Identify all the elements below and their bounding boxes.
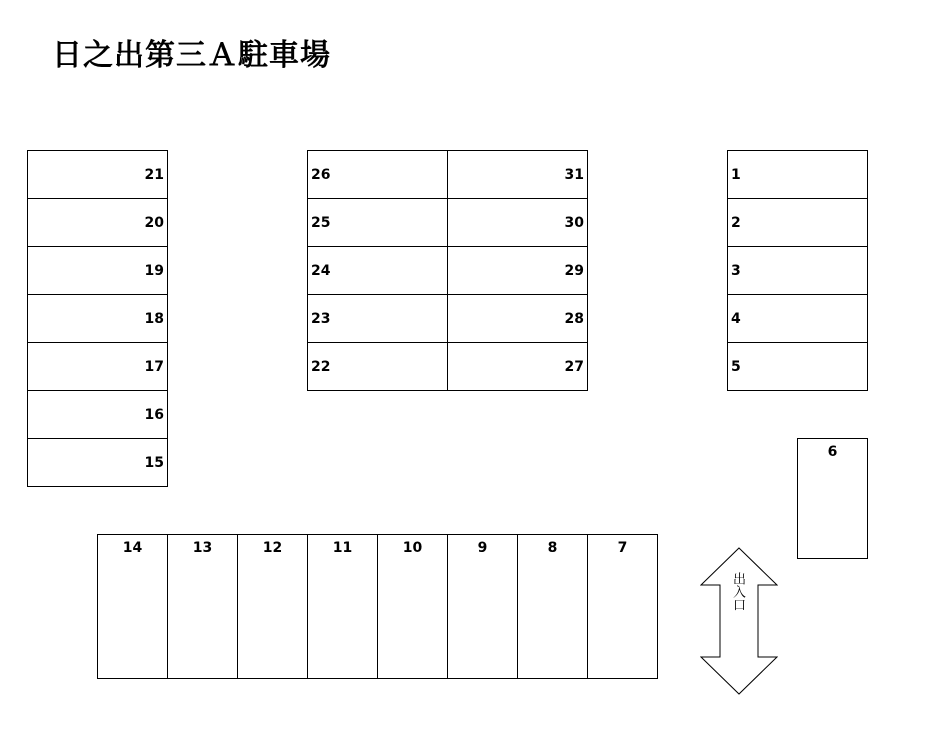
- entrance-label: 出入口: [730, 572, 745, 611]
- parking-slot: [377, 534, 448, 679]
- slot-number: 9: [477, 540, 488, 556]
- parking-slot: [727, 342, 868, 391]
- slot-number: 10: [402, 540, 423, 556]
- parking-slot: [727, 246, 868, 295]
- slot-number: 28: [564, 310, 584, 327]
- slot-number: 14: [122, 540, 143, 556]
- parking-slot: [447, 294, 588, 343]
- slot-number: 15: [144, 454, 164, 471]
- parking-slot: [307, 534, 378, 679]
- parking-slot: [447, 534, 518, 679]
- slot-number: 16: [144, 406, 164, 423]
- parking-slot: [27, 198, 168, 247]
- slot-number: 25: [311, 214, 331, 231]
- slot-number: 17: [144, 358, 164, 375]
- slot-number: 8: [547, 540, 558, 556]
- slot-number: 2: [731, 214, 741, 231]
- parking-slot: [97, 534, 168, 679]
- parking-slot: [307, 198, 448, 247]
- slot-number: 23: [311, 310, 331, 327]
- parking-slot: [27, 438, 168, 487]
- parking-slot: [27, 150, 168, 199]
- parking-slot: [447, 150, 588, 199]
- page-title: 日之出第三Ａ駐車場: [52, 38, 331, 73]
- parking-slot: [27, 246, 168, 295]
- parking-slot: [307, 342, 448, 391]
- parking-slot: [797, 438, 868, 559]
- parking-slot: [27, 294, 168, 343]
- parking-slot: [167, 534, 238, 679]
- slot-number: 31: [564, 166, 584, 183]
- parking-slot: [727, 294, 868, 343]
- parking-slot: [727, 150, 868, 199]
- slot-number: 27: [564, 358, 584, 375]
- slot-number: 22: [311, 358, 331, 375]
- parking-slot: [307, 150, 448, 199]
- slot-number: 19: [144, 262, 164, 279]
- slot-number: 30: [564, 214, 584, 231]
- parking-slot: [517, 534, 588, 679]
- slot-number: 24: [311, 262, 331, 279]
- parking-slot: [27, 390, 168, 439]
- slot-number: 11: [332, 540, 353, 556]
- parking-slot: [447, 246, 588, 295]
- slot-number: 29: [564, 262, 584, 279]
- slot-number: 5: [731, 358, 741, 375]
- parking-slot: [237, 534, 308, 679]
- parking-slot: [307, 246, 448, 295]
- slot-number: 3: [731, 262, 741, 279]
- slot-number: 26: [311, 166, 331, 183]
- slot-number: 13: [192, 540, 213, 556]
- slot-number: 4: [731, 310, 741, 327]
- slot-number: 1: [731, 166, 741, 183]
- parking-slot: [727, 198, 868, 247]
- slot-number: 21: [144, 166, 164, 183]
- slot-number: 7: [617, 540, 628, 556]
- parking-slot: [307, 294, 448, 343]
- parking-slot: [447, 342, 588, 391]
- slot-number: 20: [144, 214, 164, 231]
- parking-slot: [447, 198, 588, 247]
- slot-number: 6: [827, 444, 838, 460]
- parking-slot: [587, 534, 658, 679]
- entrance-arrow-shape: [701, 548, 777, 694]
- slot-number: 12: [262, 540, 283, 556]
- double-arrow-icon: [700, 547, 778, 695]
- slot-number: 18: [144, 310, 164, 327]
- parking-slot: [27, 342, 168, 391]
